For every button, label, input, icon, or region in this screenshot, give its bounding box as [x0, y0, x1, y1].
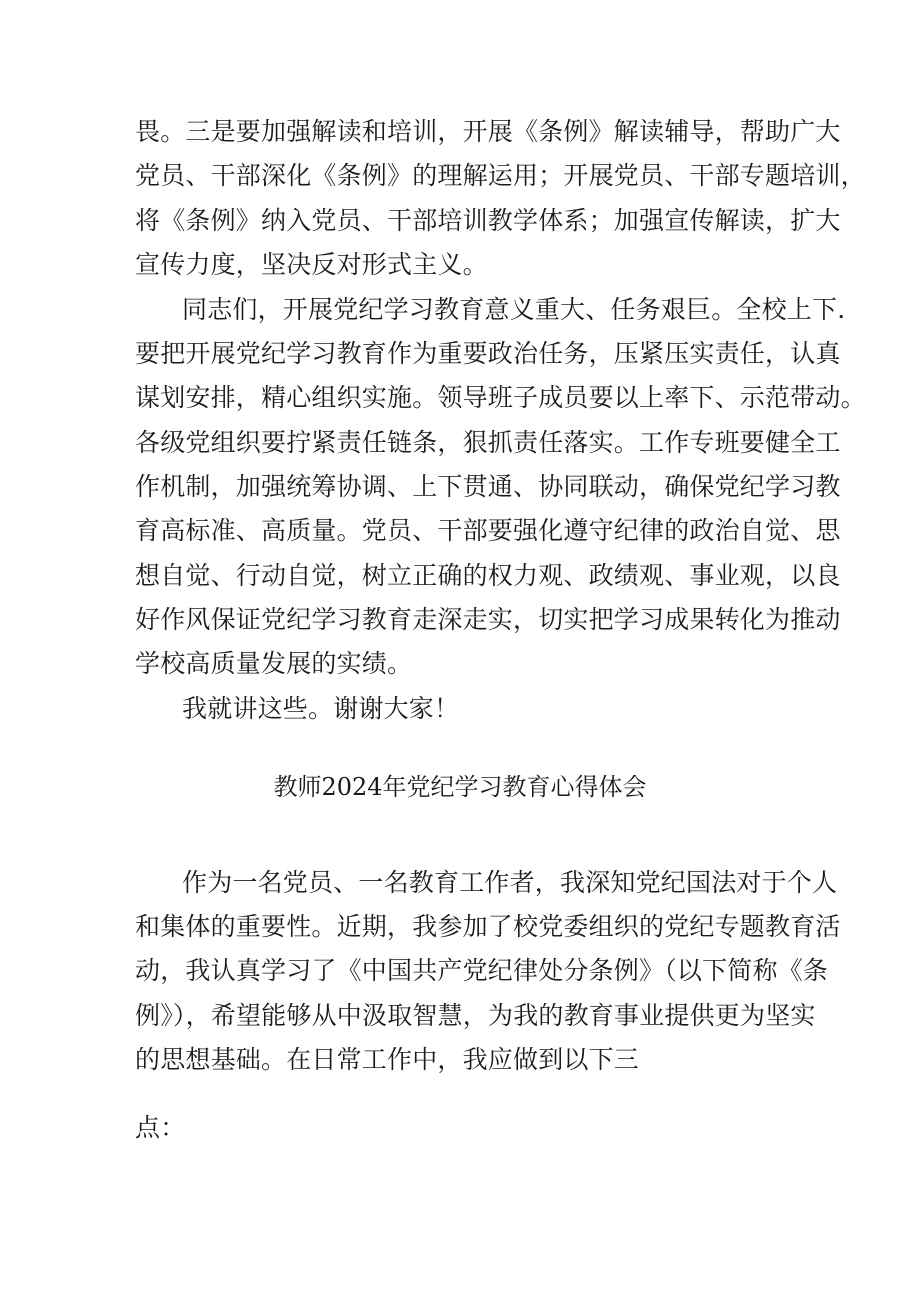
paragraph-line: 想自觉、行动自觉，树立正确的权力观、政绩观、事业观，以良 — [135, 561, 841, 590]
paragraph-line: 作为一名党员、一名教育工作者，我深知党纪国法对于个人 — [182, 868, 838, 897]
paragraph-line: 例》），希望能够从中汲取智慧，为我的教育事业提供更为坚实 — [135, 1001, 816, 1030]
paragraph-line: 育高标准、高质量。党员、干部要强化遵守纪律的政治自觉、思 — [135, 516, 841, 545]
paragraph-line: 学校高质量发展的实绩。 — [135, 649, 413, 678]
paragraph-line: 将《条例》纳入党员、干部培训教学体系；加强宣传解读，扩大 — [135, 206, 841, 235]
paragraph-line: 谋划安排，精心组织实施。领导班子成员要以上率下、示范带动。 — [135, 383, 866, 412]
paragraph-line: 党员、干部深化《条例》的理解运用；开展党员、干部专题培训， — [135, 161, 866, 190]
paragraph-line: 点： — [135, 1113, 186, 1142]
paragraph-line: 的思想基础。在日常工作中，我应做到以下三 — [135, 1045, 640, 1074]
article-title: 教师2024年党纪学习教育心得体会 — [273, 773, 647, 801]
paragraph-line: 各级党组织要拧紧责任链条，狠抓责任落实。工作专班要健全工 — [135, 428, 841, 457]
paragraph-line: 我就讲这些。谢谢大家！ — [182, 694, 460, 723]
paragraph-line: 宣传力度，坚决反对形式主义。 — [135, 250, 488, 279]
paragraph-line: 和集体的重要性。近期，我参加了校党委组织的党纪专题教育活 — [135, 912, 841, 941]
paragraph-line: 动，我认真学习了《中国共产党纪律处分条例》（以下简称《条 — [135, 956, 829, 985]
paragraph-line: 好作风保证党纪学习教育走深走实，切实把学习成果转化为推动 — [135, 605, 841, 634]
paragraph-line: 畏。三是要加强解读和培训，开展《条例》解读辅导，帮助广大 — [135, 117, 841, 146]
paragraph-line: 作机制，加强统筹协调、上下贯通、协同联动，确保党纪学习教 — [135, 472, 841, 501]
paragraph-line: 要把开展党纪学习教育作为重要政治任务，压紧压实责任，认真 — [135, 339, 841, 368]
paragraph-line: 同志们，开展党纪学习教育意义重大、任务艰巨。全校上下. — [182, 295, 846, 324]
